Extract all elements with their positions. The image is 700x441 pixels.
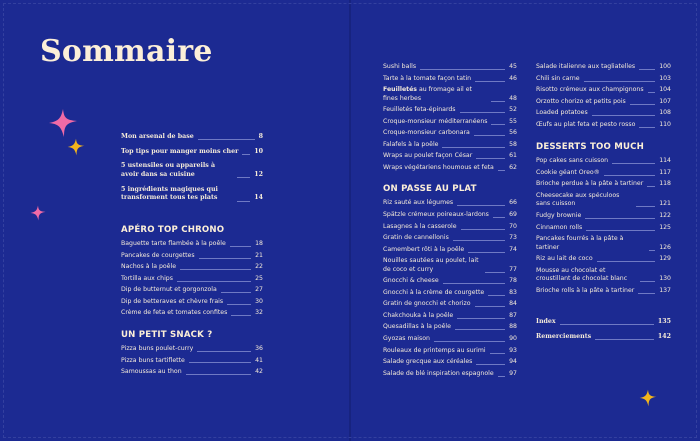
toc-entry[interactable]: Cheesecake aux spéculoos sans cuisson 121 — [536, 191, 671, 208]
toc-entry[interactable]: Cinnamon rolls 125 — [536, 223, 671, 231]
toc-entry[interactable]: Lasagnes à la casserole 70 — [383, 222, 517, 230]
toc-entry[interactable]: Loaded potatoes 108 — [536, 109, 671, 117]
toc-entry[interactable]: Mousse au chocolat et croustillant de chocolat blanc 130 — [536, 266, 671, 283]
toc-entry[interactable]: Rouleaux de printemps au surimi 93 — [383, 346, 517, 354]
dot-leader — [227, 304, 251, 305]
section-snack-continued-list — [383, 63, 517, 172]
dot-leader — [491, 101, 505, 102]
toc-entry[interactable]: Riz au lait de coco 129 — [536, 255, 671, 263]
section-apero-list — [121, 240, 263, 318]
toc-entry[interactable]: Croque-monsieur carbonara 56 — [383, 129, 517, 137]
dot-leader — [649, 250, 655, 251]
toc-entry[interactable]: Falafels à la poêle 58 — [383, 140, 517, 148]
toc-entry[interactable]: Camembert rôti à la poêle 74 — [383, 245, 517, 253]
end-matter-list — [536, 318, 671, 341]
toc-entry[interactable]: Feuilletés au fromage ail et fines herbes 48 — [383, 86, 517, 102]
dot-leader — [180, 269, 251, 270]
dot-leader — [461, 229, 506, 230]
section-plat-list — [383, 199, 517, 378]
dot-leader — [457, 318, 505, 319]
toc-entry[interactable]: Quesadillas à la poêle 88 — [383, 323, 517, 331]
dot-leader — [597, 261, 656, 262]
dot-leader — [177, 281, 251, 282]
toc-entry[interactable]: Brioche rolls à la pâte à tartiner 137 — [536, 286, 671, 294]
dot-leader — [476, 158, 505, 159]
dot-leader — [476, 364, 505, 365]
section-heading-snack: UN PETIT SNACK ? — [121, 329, 213, 340]
toc-entry[interactable]: Gratin de cannellonis 73 — [383, 234, 517, 242]
toc-entry-remerciements[interactable]: Remerciements 142 — [536, 333, 671, 341]
toc-entry[interactable]: Orzotto chorizo et petits pois 107 — [536, 97, 671, 105]
dot-leader — [230, 246, 251, 247]
dot-leader — [457, 205, 505, 206]
section-snack-list — [121, 345, 263, 377]
section-heading-desserts: DESSERTS TOO MUCH — [536, 142, 645, 153]
dot-leader — [630, 104, 655, 105]
toc-entry[interactable]: Wraps végétariens houmous et feta 62 — [383, 163, 517, 171]
toc-entry[interactable]: Brioche perdue à la pâte à tartiner 118 — [536, 180, 671, 188]
dot-leader — [468, 252, 505, 253]
toc-entry[interactable]: Gnocchi & cheese 78 — [383, 277, 517, 285]
toc-entry[interactable]: Sushi balls 45 — [383, 63, 517, 70]
dot-leader — [221, 292, 251, 293]
dot-leader — [475, 81, 505, 82]
toc-entry[interactable]: Baguette tarte flambée à la poêle 18 — [121, 240, 263, 248]
dot-leader — [648, 92, 656, 93]
dot-leader — [199, 258, 252, 259]
toc-column-2 — [383, 63, 517, 381]
dot-leader — [636, 206, 655, 207]
dot-leader — [197, 351, 251, 352]
toc-entry[interactable]: Croque-monsieur méditerranéens 55 — [383, 117, 517, 125]
dot-leader — [586, 230, 655, 231]
yellow-star-icon — [67, 138, 85, 156]
toc-entry[interactable]: Gyozas maison 90 — [383, 335, 517, 343]
dot-leader — [498, 170, 505, 171]
section-heading-plat: ON PASSE AU PLAT — [383, 184, 477, 195]
toc-entry[interactable]: Nouilles sautées au poulet, lait de coco et curry 77 — [383, 257, 517, 273]
dot-leader — [638, 293, 655, 294]
toc-entry[interactable]: Feuilletés feta-épinards 52 — [383, 106, 517, 114]
toc-entry[interactable]: Riz sauté aux légumes 66 — [383, 199, 517, 207]
dot-leader — [491, 124, 505, 125]
dot-leader — [442, 147, 505, 148]
dot-leader — [474, 135, 505, 136]
toc-entry[interactable]: Mon arsenal de base 8 — [121, 133, 263, 140]
toc-entry[interactable]: Nachos à la poêle 22 — [121, 263, 263, 271]
toc-entry[interactable]: Fudgy brownie 122 — [536, 212, 671, 220]
toc-entry[interactable]: Pizza buns tartiflette 41 — [121, 356, 263, 364]
toc-entry[interactable]: Samoussas au thon 42 — [121, 368, 263, 376]
dot-leader — [640, 281, 655, 282]
toc-entry[interactable]: 5 ingrédients magiques qui transforment tous tes plats 14 — [121, 185, 263, 202]
toc-entry[interactable]: Pancakes de courgettes 21 — [121, 251, 263, 259]
dot-leader — [453, 240, 505, 241]
dot-leader — [455, 329, 505, 330]
section-plat-continued-list — [536, 63, 671, 129]
toc-entry[interactable]: 5 ustensiles ou appareils à avoir dans sa cuisine 12 — [121, 162, 263, 179]
toc-entry[interactable]: Spätzle crémeux poireaux-lardons 69 — [383, 211, 517, 219]
toc-entry[interactable]: Pop cakes sans cuisson 114 — [536, 157, 671, 165]
toc-entry[interactable]: Top tips pour manger moins cher 10 — [121, 147, 263, 155]
dot-leader — [485, 272, 505, 273]
toc-entry-index[interactable]: Index 135 — [536, 318, 671, 326]
dot-leader — [592, 115, 655, 116]
dot-leader — [420, 69, 505, 70]
toc-entry[interactable]: Salade de blé inspiration espagnole 97 — [383, 369, 517, 377]
toc-entry[interactable]: Cookie géant Oreo® 117 — [536, 168, 671, 176]
dot-leader — [488, 295, 505, 296]
dot-leader — [475, 306, 506, 307]
toc-entry[interactable]: Salade italienne aux tagliatelles 100 — [536, 63, 671, 70]
page-title: Sommaire — [40, 34, 213, 69]
toc-column-1 — [121, 133, 263, 380]
dot-leader — [490, 353, 506, 354]
toc-entry[interactable]: Crème de feta et tomates confites 32 — [121, 309, 263, 317]
dot-leader — [647, 186, 655, 187]
dot-leader — [237, 177, 250, 178]
pink-star-icon — [48, 108, 78, 138]
section-heading-apero: APÉRO TOP CHRONO — [121, 225, 225, 236]
dot-leader — [612, 163, 655, 164]
toc-entry[interactable]: Gnocchi à la crème de courgette 83 — [383, 288, 517, 296]
dot-leader — [498, 376, 505, 377]
dot-leader — [639, 127, 655, 128]
dot-leader — [189, 362, 251, 363]
toc-entry[interactable]: Gratin de gnocchi et chorizo 84 — [383, 300, 517, 308]
toc-entry[interactable]: Dip de betteraves et chèvre frais 30 — [121, 297, 263, 305]
toc-entry[interactable]: Wraps au poulet façon César 61 — [383, 152, 517, 160]
dot-leader — [434, 341, 505, 342]
toc-entry[interactable]: Salade grecque aux céréales 94 — [383, 358, 517, 366]
toc-entry[interactable]: Dip de butternut et gorgonzola 27 — [121, 286, 263, 294]
dot-leader — [584, 81, 656, 82]
dot-leader — [595, 339, 654, 340]
dot-leader — [585, 218, 655, 219]
page-spine — [349, 0, 351, 441]
dot-leader — [493, 217, 505, 218]
toc-entry[interactable]: Œufs au plat feta et pesto rosso 110 — [536, 120, 671, 128]
toc-entry[interactable]: Chakchouka à la poêle 87 — [383, 311, 517, 319]
dot-leader — [460, 112, 506, 113]
small-pink-star-icon — [30, 205, 46, 221]
toc-entry[interactable]: Chili sin carne 103 — [536, 74, 671, 82]
toc-entry[interactable]: Tarte à la tomate façon tatin 46 — [383, 74, 517, 82]
dot-leader — [198, 139, 255, 140]
dot-leader — [443, 283, 505, 284]
toc-entry[interactable]: Pizza buns poulet-curry 36 — [121, 344, 263, 352]
dot-leader — [186, 374, 252, 375]
toc-entry[interactable]: Pancakes fourrés à la pâte à tartiner 126 — [536, 235, 671, 251]
dot-leader — [604, 175, 655, 176]
dot-leader — [639, 69, 655, 70]
toc-entry[interactable]: Tortilla aux chips 25 — [121, 274, 263, 282]
dot-leader — [231, 315, 251, 316]
dot-leader — [560, 324, 654, 325]
corner-yellow-star-icon — [639, 389, 657, 407]
dot-leader — [242, 154, 250, 155]
featured-list — [121, 133, 263, 203]
dot-leader — [237, 201, 250, 202]
toc-column-3 — [536, 63, 671, 348]
section-desserts-list — [536, 157, 671, 295]
toc-entry[interactable]: Risotto crémeux aux champignons 104 — [536, 86, 671, 94]
